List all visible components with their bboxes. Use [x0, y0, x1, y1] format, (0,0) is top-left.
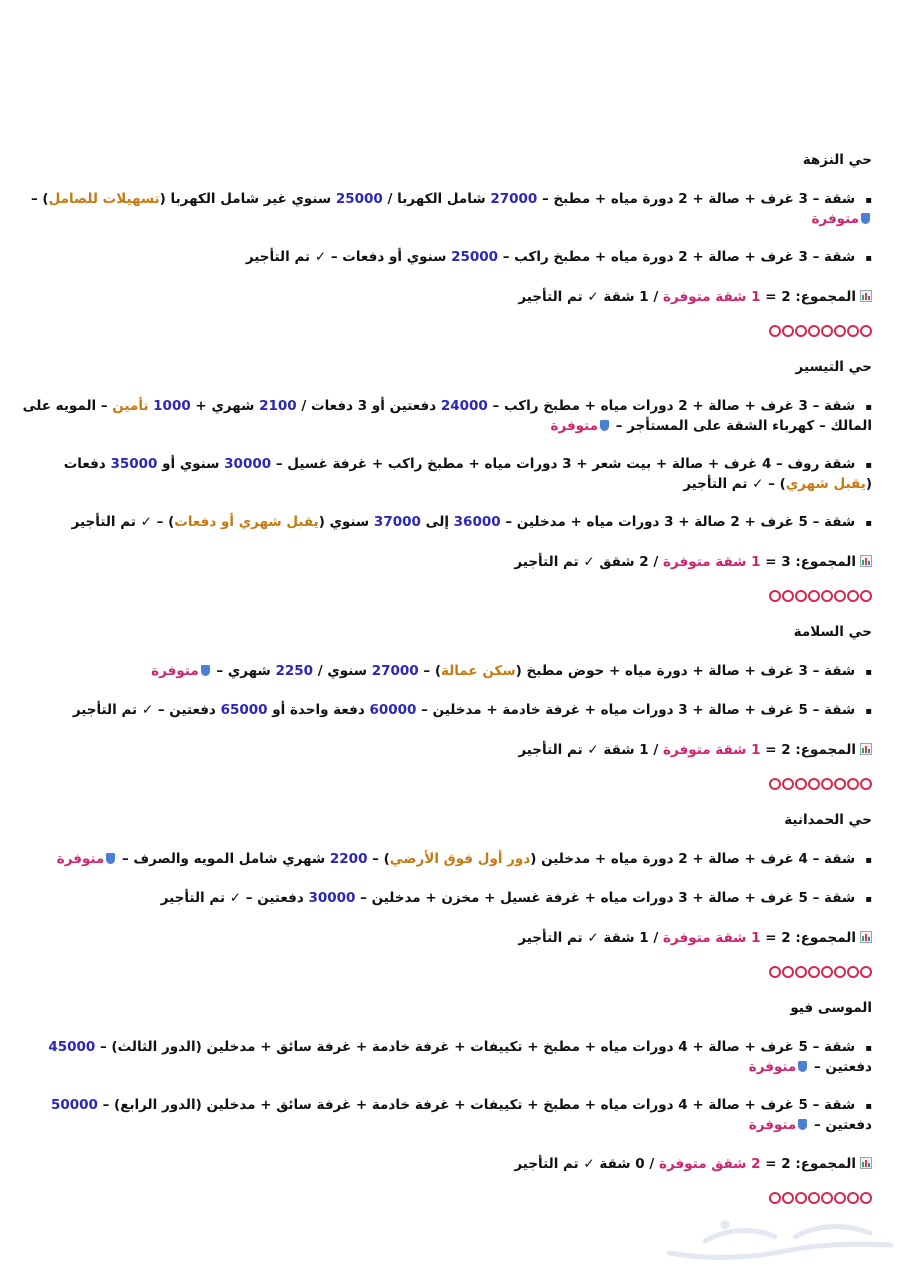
item-text: سنوي غير شامل الكهربا (: [159, 191, 336, 207]
shield-icon: [861, 213, 870, 224]
item-text: دفعتين أو 3 دفعات /: [296, 398, 441, 414]
shield-icon: [798, 1119, 807, 1130]
item-text: دفعتين –: [241, 890, 309, 906]
separator-circle-icon: [782, 325, 794, 337]
bar-chart-icon: [860, 290, 872, 302]
separator-circle-icon: [860, 778, 872, 790]
separator-circle-icon: [834, 1192, 846, 1204]
item-note: سكن عمالة: [441, 663, 516, 679]
listing-item: [22, 701, 872, 721]
item-text: شقة – 5 غرف + 2 صالة + 3 دورات مياه + مدخلين –: [500, 514, 856, 530]
section-heading: حي التيسير: [795, 359, 872, 375]
price-value: 37000: [373, 514, 421, 530]
listing-item: [22, 190, 872, 229]
item-text: ) –: [151, 514, 175, 530]
section-heading: حي الحمدانية: [784, 812, 872, 828]
circle-separator: [22, 590, 872, 602]
circle-separator: [22, 325, 872, 337]
price-value: 45000: [48, 1039, 96, 1055]
separator-circle-icon: [769, 325, 781, 337]
item-text: شقة – 4 غرف + صالة + 2 دورة مياه + مدخلين (: [530, 851, 856, 867]
summary-total: المجموع: 2 =: [760, 742, 856, 758]
price-value: 1000: [153, 398, 191, 414]
bullet-icon: ▪: [865, 1043, 872, 1054]
separator-circle-icon: [782, 966, 794, 978]
item-text: تم التأجير: [245, 249, 315, 265]
check-icon: ✓: [587, 289, 599, 305]
item-text: تم التأجير: [683, 476, 753, 492]
listing-section: [22, 810, 872, 978]
price-value: 24000: [440, 398, 488, 414]
item-text: ) –: [30, 191, 49, 207]
item-text: شهري –: [211, 663, 276, 679]
separator-circle-icon: [834, 590, 846, 602]
item-text: شهري +: [190, 398, 260, 414]
listing-item: [22, 1038, 872, 1077]
separator-circle-icon: [847, 325, 859, 337]
summary-rented-count: / 1 شقة: [598, 742, 664, 758]
price-value: 27000: [371, 663, 419, 679]
separator-circle-icon: [795, 1192, 807, 1204]
available-status: متوفرة: [56, 851, 105, 867]
shield-icon: [798, 1061, 807, 1072]
summary-rented-count: / 2 شقق: [594, 554, 664, 570]
separator-circle-icon: [795, 966, 807, 978]
listing-item: [22, 662, 872, 682]
item-text: تم التأجير: [72, 702, 142, 718]
bullet-icon: ▪: [865, 253, 872, 264]
separator-circle-icon: [821, 966, 833, 978]
shield-icon: [106, 853, 115, 864]
check-icon: ✓: [140, 514, 152, 530]
bullet-icon: ▪: [865, 1101, 872, 1112]
bullet-icon: ▪: [865, 706, 872, 717]
section-summary: [22, 1154, 872, 1174]
item-text: سنوي (: [318, 514, 374, 530]
listing-item: [22, 889, 872, 909]
item-text: شقة – 5 غرف + صالة + 4 دورات مياه + مطبخ + تكييفات + غرفة خادمة + غرفة سائق + مدخلين (الدور الرابع) –: [97, 1097, 856, 1113]
price-value: 25000: [451, 249, 499, 265]
summary-rented-count: / 0 شقة: [594, 1156, 660, 1172]
item-text: دفعتين –: [809, 1059, 872, 1075]
summary-available: 1 شقة متوفرة: [663, 554, 761, 570]
separator-circle-icon: [795, 325, 807, 337]
item-note: تأمين: [112, 398, 149, 414]
section-summary: [22, 552, 872, 572]
item-note: تسهيلات للصامل: [48, 191, 160, 207]
item-text: ) –: [418, 663, 442, 679]
circle-separator: [22, 966, 872, 978]
bullet-icon: ▪: [865, 855, 872, 866]
check-icon: ✓: [229, 890, 242, 906]
item-text: سنوي /: [313, 663, 372, 679]
listing-section: [22, 357, 872, 602]
listing-item: [22, 850, 872, 870]
separator-circle-icon: [821, 778, 833, 790]
section-heading: حي النزهة: [802, 152, 872, 168]
circle-separator: [22, 1192, 872, 1204]
item-text: ) –: [763, 476, 786, 492]
summary-total: المجموع: 2 =: [760, 1156, 856, 1172]
separator-circle-icon: [860, 590, 872, 602]
summary-available: 1 شقة متوفرة: [663, 289, 761, 305]
separator-circle-icon: [769, 778, 781, 790]
separator-circle-icon: [834, 966, 846, 978]
listing-section: [22, 150, 872, 337]
check-icon: ✓: [752, 476, 764, 492]
summary-rented-label: تم التأجير: [514, 1156, 584, 1172]
separator-circle-icon: [847, 778, 859, 790]
separator-circle-icon: [834, 778, 846, 790]
check-icon: ✓: [587, 742, 599, 758]
check-icon: ✓: [314, 249, 327, 265]
haraj-watermark-logo: [665, 1215, 897, 1263]
section-heading: حي السلامة: [793, 624, 872, 640]
summary-rented-label: تم التأجير: [518, 742, 588, 758]
price-value: 50000: [50, 1097, 98, 1113]
summary-rented-label: تم التأجير: [518, 289, 588, 305]
price-value: 30000: [308, 890, 356, 906]
separator-circle-icon: [808, 966, 820, 978]
item-text: شهري شامل المويه والصرف –: [117, 851, 330, 867]
separator-circle-icon: [847, 966, 859, 978]
available-status: متوفرة: [550, 418, 599, 434]
summary-total: المجموع: 2 =: [760, 289, 856, 305]
item-text: شقة – 3 غرف + صالة + 2 دورة مياه + مطبخ راكب –: [498, 249, 856, 265]
circle-separator: [22, 778, 872, 790]
available-status: متوفرة: [151, 663, 199, 679]
separator-circle-icon: [782, 778, 794, 790]
available-status: متوفرة: [811, 211, 859, 227]
bar-chart-icon: [860, 1157, 872, 1169]
document-body: [22, 150, 872, 1224]
bullet-icon: ▪: [865, 460, 872, 471]
separator-circle-icon: [860, 966, 872, 978]
summary-available: 1 شقة متوفرة: [663, 742, 761, 758]
separator-circle-icon: [782, 590, 794, 602]
check-icon: ✓: [587, 930, 599, 946]
summary-rented-count: / 1 شقة: [598, 930, 664, 946]
summary-rented-label: تم التأجير: [518, 930, 588, 946]
available-status: متوفرة: [748, 1117, 797, 1133]
price-value: 2100: [259, 398, 297, 414]
shield-icon: [600, 420, 609, 431]
section-summary: [22, 928, 872, 948]
separator-circle-icon: [808, 1192, 820, 1204]
check-icon: ✓: [583, 1156, 595, 1172]
item-text: إلى: [420, 514, 454, 530]
separator-circle-icon: [821, 325, 833, 337]
separator-circle-icon: [834, 325, 846, 337]
item-text: شقة – 3 غرف + صالة + 2 دورة مياه + مطبخ –: [537, 191, 856, 207]
item-note: يقبل شهري: [785, 476, 866, 492]
summary-rented-count: / 1 شقة: [598, 289, 664, 305]
item-note: يقبل شهري أو دفعات: [174, 514, 319, 530]
item-text: دفعتين –: [153, 702, 221, 718]
bar-chart-icon: [860, 555, 872, 567]
separator-circle-icon: [769, 966, 781, 978]
item-text: شقة – 5 غرف + صالة + 3 دورات مياه + غرفة غسيل + مخزن + مدخلين –: [355, 890, 856, 906]
shield-icon: [201, 665, 210, 676]
bullet-icon: ▪: [865, 402, 872, 413]
separator-circle-icon: [782, 1192, 794, 1204]
item-text: دفعة واحدة أو: [267, 702, 370, 718]
item-text: سنوي أو: [157, 456, 225, 472]
listing-item: [22, 248, 872, 268]
separator-circle-icon: [821, 590, 833, 602]
bullet-icon: ▪: [865, 894, 872, 905]
item-text: سنوي أو دفعات –: [326, 249, 452, 265]
summary-available: 2 شقق متوفرة: [659, 1156, 761, 1172]
separator-circle-icon: [860, 325, 872, 337]
separator-circle-icon: [795, 778, 807, 790]
bullet-icon: ▪: [865, 518, 872, 529]
listing-section: [22, 998, 872, 1204]
price-value: 60000: [369, 702, 417, 718]
item-text: تم التأجير: [71, 514, 141, 530]
price-value: 30000: [224, 456, 272, 472]
price-value: 35000: [110, 456, 158, 472]
price-value: 27000: [490, 191, 538, 207]
listing-item: [22, 513, 872, 533]
bar-chart-icon: [860, 743, 872, 755]
summary-rented-label: تم التأجير: [514, 554, 584, 570]
listing-item: [22, 455, 872, 494]
item-text: شقة روف – 4 غرف + صالة + بيت شعر + 3 دورات مياه + مطبخ راكب + غرفة غسيل –: [271, 456, 856, 472]
check-icon: ✓: [583, 554, 595, 570]
item-text: تم التأجير: [160, 890, 230, 906]
separator-circle-icon: [847, 1192, 859, 1204]
price-value: 2200: [329, 851, 368, 867]
item-text: شقة – 3 غرف + صالة + دورة مياه + حوض مطبخ (: [515, 663, 856, 679]
item-text: دفعتين –: [809, 1117, 872, 1133]
listing-item: [22, 397, 872, 436]
price-value: 36000: [453, 514, 501, 530]
listing-item: [22, 1096, 872, 1135]
summary-available: 1 شقة متوفرة: [663, 930, 761, 946]
bar-chart-icon: [860, 931, 872, 943]
separator-circle-icon: [808, 590, 820, 602]
section-summary: [22, 740, 872, 760]
summary-total: المجموع: 3 =: [760, 554, 856, 570]
bullet-icon: ▪: [865, 667, 872, 678]
item-text: – المويه على المالك – كهرباء الشقة على المستأجر –: [22, 398, 872, 434]
price-value: 2250: [275, 663, 314, 679]
summary-total: المجموع: 2 =: [760, 930, 856, 946]
separator-circle-icon: [769, 590, 781, 602]
section-summary: [22, 287, 872, 307]
separator-circle-icon: [808, 325, 820, 337]
separator-circle-icon: [860, 1192, 872, 1204]
item-text: شقة – 5 غرف + صالة + 3 دورات مياه + غرفة خادمة + مدخلين –: [416, 702, 856, 718]
item-text: شقة – 5 غرف + صالة + 4 دورات مياه + مطبخ + تكييفات + غرفة خادمة + غرفة سائق + مدخلين (الدور الثالث) –: [95, 1039, 856, 1055]
item-text: شقة – 3 غرف + صالة + 2 دورات مياه + مطبخ راكب –: [487, 398, 856, 414]
separator-circle-icon: [795, 590, 807, 602]
separator-circle-icon: [808, 778, 820, 790]
separator-circle-icon: [821, 1192, 833, 1204]
item-text: شامل الكهربا /: [382, 191, 491, 207]
listing-section: [22, 622, 872, 790]
item-text: دفعات (: [63, 456, 872, 492]
price-value: 25000: [335, 191, 383, 207]
section-heading: الموسى فيو: [790, 1000, 872, 1016]
available-status: متوفرة: [748, 1059, 797, 1075]
item-text: ) –: [367, 851, 390, 867]
item-note: دور أول فوق الأرضي: [389, 851, 531, 867]
bullet-icon: ▪: [865, 195, 872, 206]
check-icon: ✓: [141, 702, 154, 718]
separator-circle-icon: [769, 1192, 781, 1204]
price-value: 65000: [220, 702, 268, 718]
separator-circle-icon: [847, 590, 859, 602]
